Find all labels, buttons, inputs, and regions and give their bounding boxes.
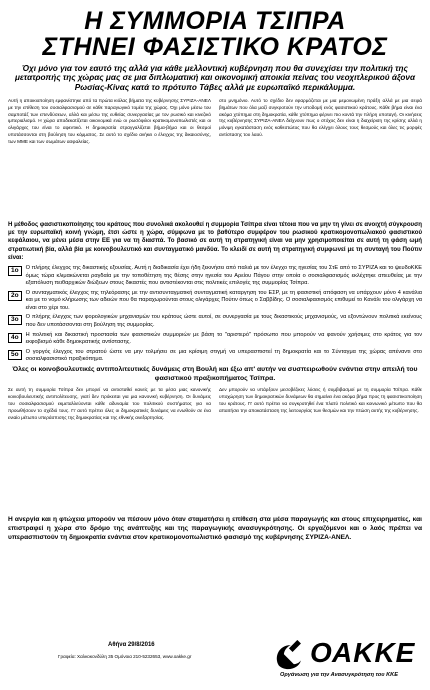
point-text: Ο πλήρης έλεγχος της δικαστικής εξουσίας. Αυτή η διαδικασία έχει ήδη ξεκινήσει από παλιά με τον έλεγχο της ηγεσίας του ΣτΕ από το ΣΥΡΙΖΑ και το ψευδοΚΚΕ όμως τώρα κλιμακώνεται ραγδαία με την τοποθέτηση της θέσης στην ηγεσία του Αρείου Πάγου στην οποία ο σοσιαλφασισμός εκλέχτηκε απευθείας με την εξαπόλυση πειθαρχικών διώξεων στους δικαστές που αντιστέκονται στις πολιτικές επιλογές της συμμορίας Τσίπρα.	[25, 265, 422, 287]
point-text: Ο γοργός έλεγχος του στρατού ώστε να μην τολμήσει σε μια κρίσιμη στιγμή να υπερασπιστεί τη δημοκρατία και το Σύνταγμα της χώρας απέναντι στο σοσιαλφασιστικό πραξικόπημα.	[25, 348, 422, 363]
point-number: 1ο	[8, 266, 22, 276]
intro-left-column: Αυτή η αποικιοποίηση εμφανίστηκε από τα πρώτα κιόλας βήματα της κυβέρνησης ΣΥΡΙΖΑ-ΑΝΕΛ με την επίθεση του σοσιαλφασισμού σε κάθε παραγωγικό τομέα της χώρας. Όχι μόνο μέσω του σαμποτάζ των επενδύσεων, αλλά και μέσω της ευθείας συνεργασίας με τον ρωσικό και κινεζικό ιμπεριαλισμό. Η χώρα αποδεκατίζεται οικονομικά ενώ οι ρωσόφιλοι κρατικομονοπωλιστές και οι ολιγάρχες του είναι το αφεντικό. Η δημοκρατία στραγγαλίζεται βήμα-βήμα και οι θεσμοί υποτάσσονται στη βούληση του κόμματος. Σε αυτό το σχέδιο ανήκει ο έλεγχος της δικαιοσύνης, των ΜΜΕ και των σωμάτων ασφαλείας.	[8, 98, 211, 144]
point-text: Η πολιτική και δικαστική προστασία των φασιστικών συμμοριών με βάση το "αριστερό" πρόσωπο που μπορούν να φανούν χρήσιμες στο κράτος για τον εκφοβισμό κάθε δημοκρατικής αντίστασης.	[25, 331, 422, 346]
intro-right-column: στο μνημόνιο. Αυτό το σχέδιο δεν εφαρμόζεται με μια μεμονωμένη πράξη αλλά με μια σειρά βημάτων που όλα μαζί συγκροτούν την υποδομή ενός φασιστικού κράτους. Κάθε βήμα είναι ένα ακόμα χτύπημα στη δημοκρατία, κάθε χτύπημα φέρνει πιο κοντά την πλήρη υποταγή. Οι κινήσεις της κυβέρνησης ΣΥΡΙΖΑ-ΑΝΕΛ δείχνουν πως ο στόχος δεν είναι η διαχείριση της κρίσης αλλά η μόνιμη εγκατάσταση ενός καθεστώτος που θα ελέγχει όλους τους θεσμούς και όλες τις μορφές αντίστασης του λαού.	[219, 98, 422, 138]
subtitle: Όχι μόνο για τον εαυτό της αλλά για κάθε μελλοντική κυβέρνηση που θα συνεχίσει την πολιτική της μετατροπής της χώρας μας σε μια διπλωματική και οικονομική αποικία πείνας του νεοχιτλερικού άξονα Ρωσίας-Κίνας κατά το πρότυπο Τάβες αλλά με ευρωπαϊκό περικάλυμμα.	[14, 63, 416, 93]
address: Γραφεία: Χαλκοκονδύλη 35 Ομόνοια 210-5232653, www.oakke.gr	[58, 654, 192, 659]
closing-lead: Όλες οι κοινοβουλευτικές αντιπολιτευτικές δυνάμεις στη Βουλή και έξω απ' αυτήν να συσπειρωθούν ενάντια στην απειλή του φασιστικού πραξικοπήματος Τσίπρα.	[12, 365, 418, 382]
point-number: 4ο	[8, 333, 22, 343]
points-list	[8, 265, 422, 364]
point-item	[8, 314, 422, 329]
logo-name: ΟΑΚΚΕ	[310, 637, 416, 668]
point-item	[8, 265, 422, 288]
headline-line2: ΣΤΗΝΕΙ ΦΑΣΙΣΤΙΚΟ ΚΡΑΤΟΣ	[42, 33, 388, 62]
body-columns	[8, 387, 422, 511]
body-right-column: Δεν μπορούν να υπάρξουν μεσοβέζικες λύσεις ή συμβιβασμοί με τη συμμορία Τσίπρα. Κάθε υποχώρηση των δημοκρατικών δυνάμεων θα σημαίνει ένα ακόμα βήμα προς τη φασιστικοποίηση του κράτους. Γι' αυτό πρέπει να συγκροτηθεί ένα πλατύ πολιτικό και κοινωνικό μέτωπο που θα απαιτήσει την αποκατάσταση της λειτουργίας των θεσμών και την πτώση αυτής της κυβέρνησης.	[219, 387, 422, 413]
point-item	[8, 349, 422, 364]
date: Αθήνα 29/8/2016	[108, 642, 155, 648]
signature-row	[8, 638, 422, 684]
logo-tagline: Οργάνωση για την Ανασυγκρότηση του ΚΚΕ	[280, 672, 398, 678]
intro-columns	[8, 98, 422, 216]
point-text: Ο συνταγματικός έλεγχος της τηλεόρασης με την αντισυνταγματική συνταγματική καταργηση του ΕΣΡ, με τη φασιστική απόφαση να υπάρχουν μόνο 4 κανάλια και με το νομό κλήρωσης των αδειών που θα παραχωρούνται στους ολιγάρχες Πούτιν όπως ο Σαββίδης. Ο σοσιαλφασισμός επιθυμεί το Κανάλι του ολιγάρχη να είναι στο χέρι του.	[25, 289, 422, 311]
point-item	[8, 290, 422, 313]
point-text: Ο πλήρης έλεγχος των φορολογικών μηχανισμών του κράτους ώστε αυτοί, σε συνεργασία με τους δικαστικούς μηχανισμούς, να εξοντώνουν πολιτικά εκείνους που δεν υποτάσσονται στη βούληση της συμμορίας.	[25, 314, 422, 328]
headline-line1: Η ΣΥΜΜΟΡΙΑ ΤΣΙΠΡΑ	[84, 7, 346, 35]
organization-logo	[272, 638, 422, 684]
footer-paragraph: Η ανεργία και η φτώχεια μπορούν να πέσουν μόνο όταν σταματήσει η επίθεση στα μέσα παραγωγής και στους επιχειρηματίες, και επιστραφεί η χώρα στο δρόμο της ανάπτυξης και της παραγωγικής ανασυγκρότησης. Οι εργαζόμενοι και ο λαός πρέπει να υπερασπιστούν τη δημοκρατία ενάντια στον κρατικομονοπωλιστικό φασισμό της κυβέρνησης ΣΥΡΙΖΑ-ΑΝΕΛ.	[8, 516, 422, 541]
point-number: 3ο	[8, 315, 22, 325]
point-number: 5ο	[8, 350, 22, 360]
point-item	[8, 332, 422, 347]
hammer-sickle-icon	[272, 640, 306, 674]
body-left-column: Σε αυτή τη συμμορία Τσίπρα δεν μπορεί να αντισταθεί κανείς με τα μέσα μιας κανονικής κοινοβουλευτικής αντιπολίτευσης, γιατί δεν πρόκειται για μια κανονική κυβέρνηση. Οι δυνάμεις του σοσιαλφασισμού εκμεταλλεύονται κάθε αδυναμία του πολιτικού συστήματος για να προωθήσουν το σχέδιό τους. Γι' αυτό πρέπει όλες οι δημοκρατικές δυνάμεις να ενωθούν σε ένα ενιαίο μέτωπο υπεράσπισης της δημοκρατίας και της εθνικής ανεξαρτησίας.	[8, 387, 211, 420]
strategy-paragraph: Η μέθοδος φασιστικοποίησης του κράτους που συνολικά ακολουθεί η συμμορία Τσίπρα είναι τέτοια που να μην τη γίνει σε ανοιχτή σύγκρουση με την ευρωπαϊκή κοινή γνώμη, έτσι ώστε η χώρα, σύμφωνα με το βαθύτερο συμφέρον του ρωσικού κρατικομονοπωλιακού φασιστικού κεφάλαιου, να μένει μέσα στην ΕΕ για να τη διασπά. Το βασικό σε αυτή τη στρατηγική είναι να μην χρησιμοποιείται σε αυτή τη φάση ωμή στρατιωτική βία, αλλά βία με κοινοβουλευτικό και συνταγματικό μανδύα. Το κλειδί σε αυτή τη στρατηγική συμφωνεί με τη συνταγή του Πούτιν είναι:	[8, 221, 422, 261]
point-number: 2ο	[8, 291, 22, 301]
